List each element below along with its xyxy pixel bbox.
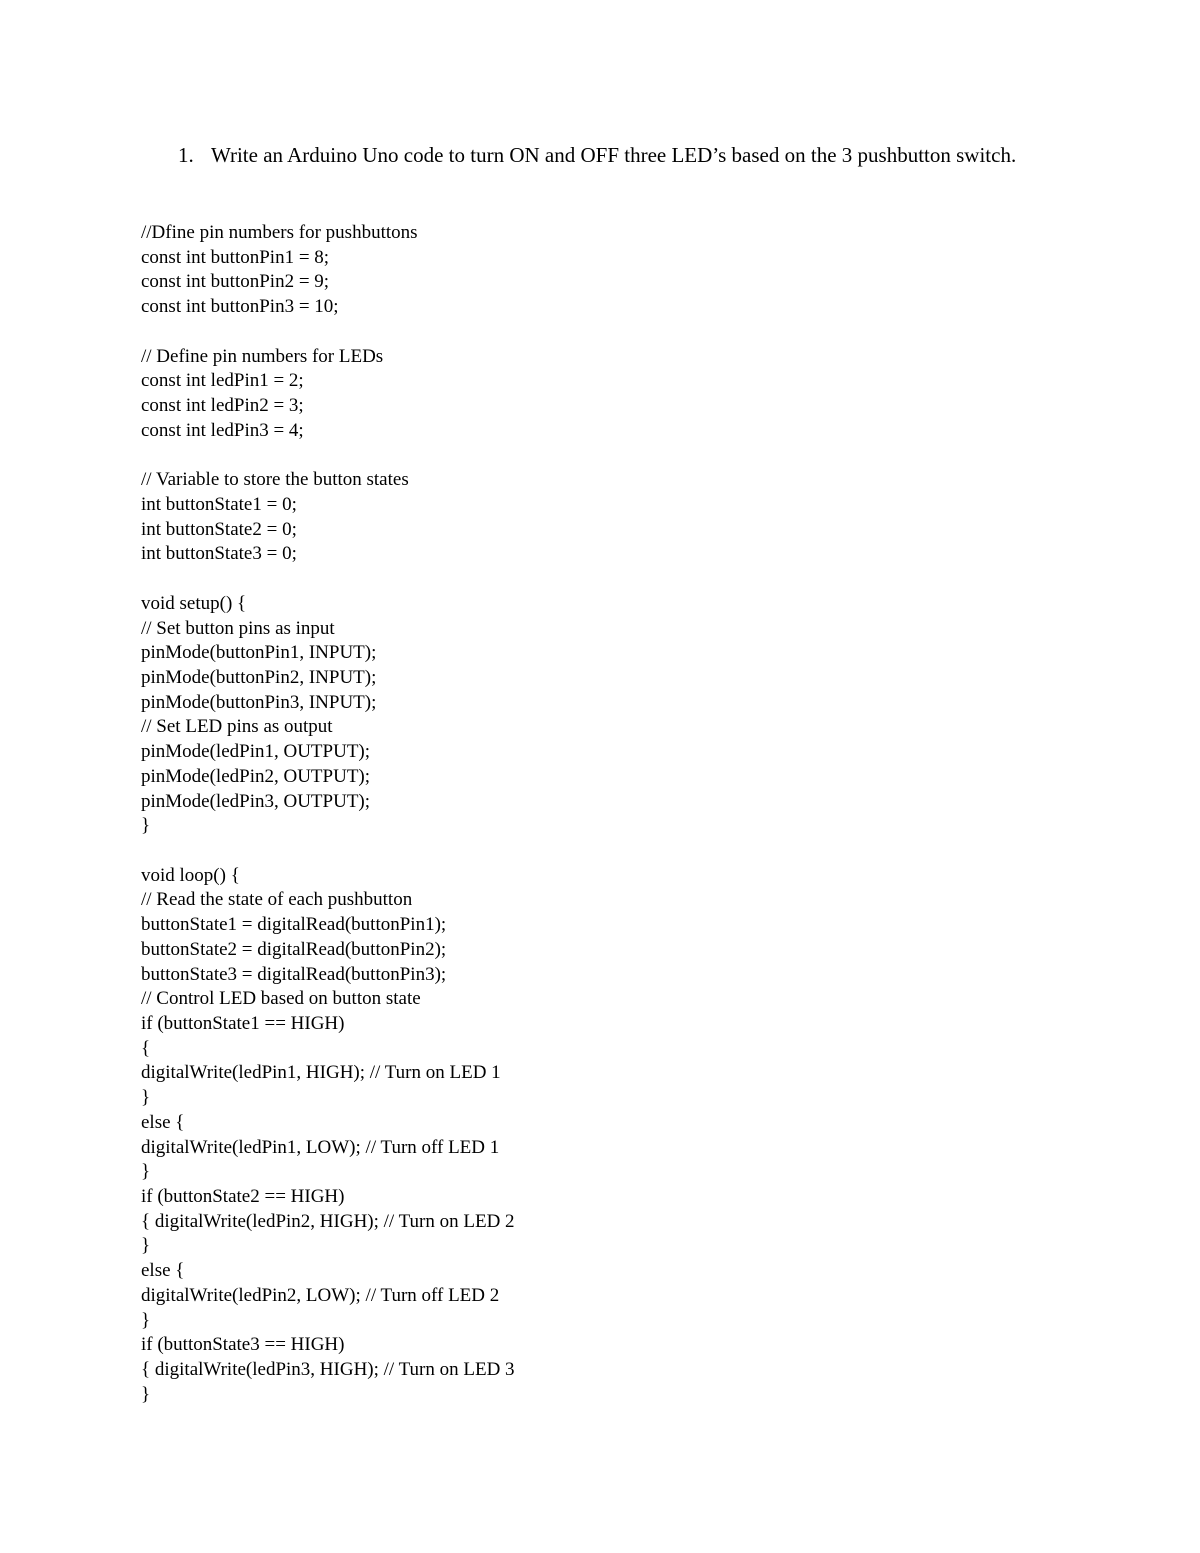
code-line: if (buttonState1 == HIGH) <box>141 1013 345 1034</box>
code-line: // Control LED based on button state <box>141 988 421 1010</box>
code-line: // Read the state of each pushbutton <box>141 889 413 911</box>
code-line: // Set button pins as input <box>141 617 335 639</box>
code-line: } <box>141 1087 151 1109</box>
code-line: } <box>141 1161 151 1183</box>
code-line: // Set LED pins as output <box>141 716 333 738</box>
code-line: buttonState3 = digitalRead(buttonPin3); <box>141 963 447 985</box>
code-line: { digitalWrite(ledPin2, HIGH); // Turn on LED 2 <box>141 1210 515 1232</box>
code-line: const int ledPin2 = 3; <box>141 395 304 417</box>
code-line: //Dfine pin numbers for pushbuttons <box>141 222 418 243</box>
code-line: buttonState2 = digitalRead(buttonPin2); <box>141 938 447 960</box>
code-line: pinMode(buttonPin2, INPUT); <box>141 666 377 688</box>
code-line: } <box>141 815 151 837</box>
code-line: pinMode(buttonPin3, INPUT); <box>141 691 377 713</box>
code-line: pinMode(ledPin3, OUTPUT); <box>141 790 371 812</box>
code-line: int buttonState2 = 0; <box>141 518 297 540</box>
code-line: } <box>141 1383 151 1405</box>
code-line: { digitalWrite(ledPin3, HIGH); // Turn on LED 3 <box>141 1359 515 1381</box>
code-line: else { <box>141 1260 185 1282</box>
code-line: // Define pin numbers for LEDs <box>141 345 384 367</box>
code-line: if (buttonState2 == HIGH) <box>141 1186 345 1208</box>
code-line: { <box>141 1037 151 1059</box>
code-line: if (buttonState3 == HIGH) <box>141 1334 345 1356</box>
question-text: Write an Arduino Uno code to turn ON and OFF three LED’s based on the 3 pushbutton switch. <box>211 143 1017 167</box>
code-line: pinMode(ledPin2, OUTPUT); <box>141 765 371 787</box>
code-line: } <box>141 1309 151 1331</box>
code-line: void loop() { <box>141 864 240 886</box>
code-line: } <box>141 1235 151 1257</box>
code-blank-line <box>141 839 1041 864</box>
code-line: pinMode(ledPin1, OUTPUT); <box>141 741 371 763</box>
code-listing <box>141 221 1041 1408</box>
code-line: void setup() { <box>141 592 247 614</box>
code-line: const int buttonPin3 = 10; <box>141 296 339 318</box>
code-line: const int ledPin3 = 4; <box>141 419 304 441</box>
code-line: int buttonState3 = 0; <box>141 543 297 565</box>
code-line: const int ledPin1 = 2; <box>141 370 304 392</box>
code-line: int buttonState1 = 0; <box>141 493 297 515</box>
code-line: buttonState1 = digitalRead(buttonPin1); <box>141 914 447 936</box>
code-line: digitalWrite(ledPin1, LOW); // Turn off LED 1 <box>141 1136 500 1158</box>
code-line: else { <box>141 1111 185 1133</box>
code-line: digitalWrite(ledPin2, LOW); // Turn off LED 2 <box>141 1284 500 1306</box>
code-line: digitalWrite(ledPin1, HIGH); // Turn on LED 1 <box>141 1062 501 1084</box>
code-blank-line <box>141 443 1041 468</box>
code-line: // Variable to store the button states <box>141 469 409 491</box>
question-number: 1. <box>178 143 194 167</box>
code-line: const int buttonPin2 = 9; <box>141 271 330 293</box>
code-line: const int buttonPin1 = 8; <box>141 246 330 268</box>
code-line: pinMode(buttonPin1, INPUT); <box>141 642 377 664</box>
code-blank-line <box>141 567 1041 592</box>
code-blank-line <box>141 320 1041 345</box>
